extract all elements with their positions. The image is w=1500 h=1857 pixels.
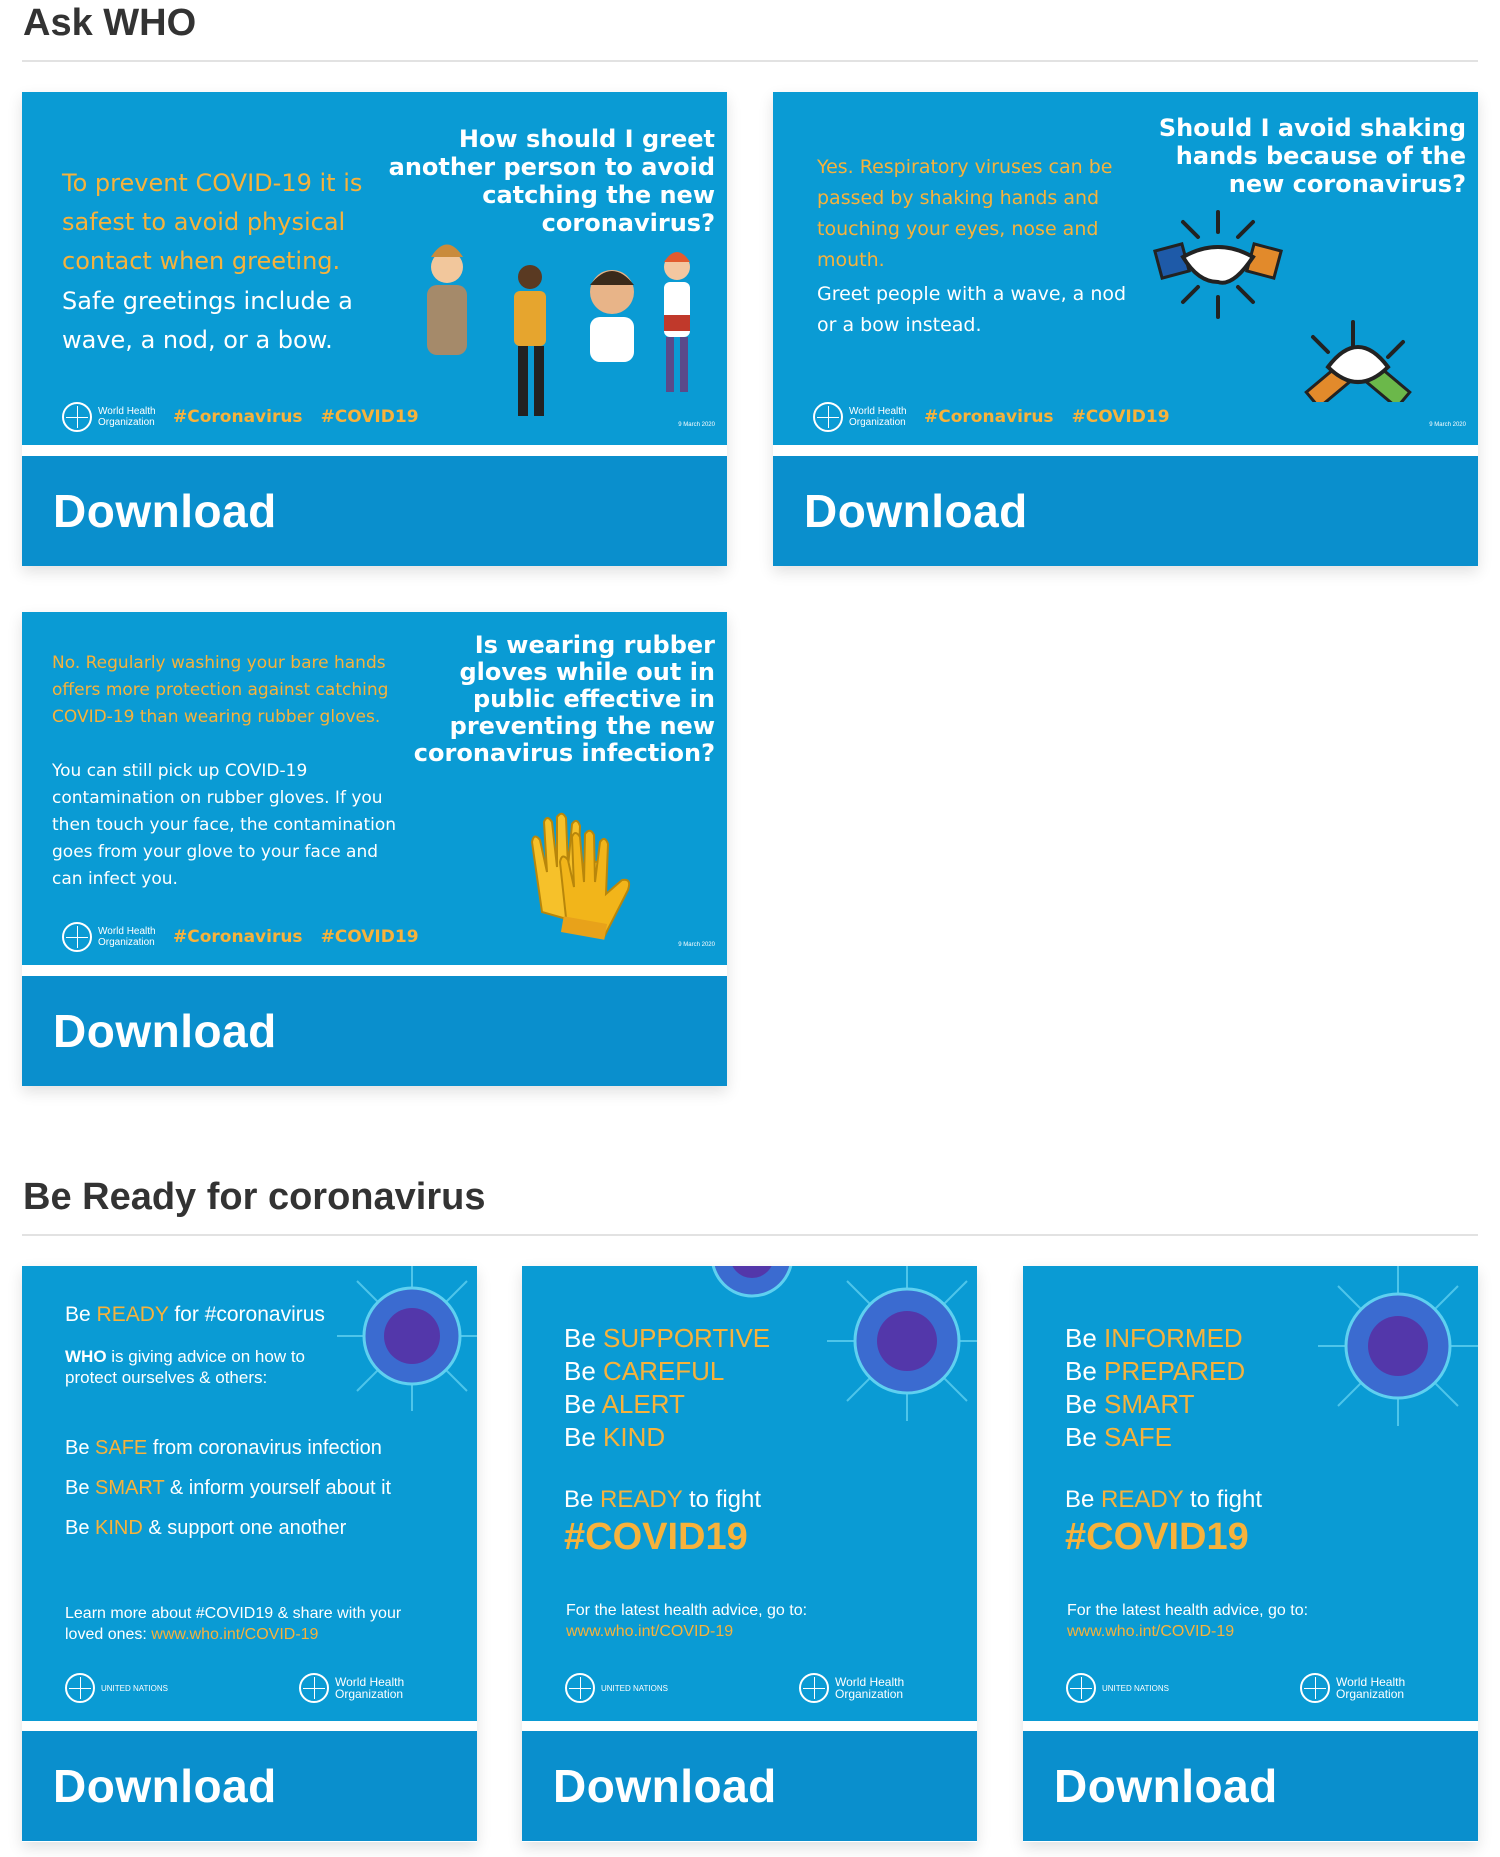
hashtag-covid19: #COVID19 [320,927,419,947]
who-url-link[interactable]: www.who.int/COVID-19 [1067,1623,1235,1640]
poster-date: 9 March 2020 [678,422,715,428]
download-button[interactable]: Download [773,456,1478,566]
be-ready-line: Be SAFE from coronavirus infection [65,1437,382,1459]
hashtag-covid19: #COVID19 [1071,407,1170,427]
globe-icon [813,402,843,432]
poster-date: 9 March 2020 [678,942,715,948]
who-logo [62,402,158,432]
who-logo [813,402,909,432]
hashtag-coronavirus: #Coronavirus [173,407,303,427]
globe-icon [1066,1673,1096,1703]
section-divider [22,1234,1478,1236]
who-logo-text: World Health Organization [1336,1675,1406,1701]
who-url-link[interactable]: www.who.int/COVID-19 [566,1623,734,1640]
coronavirus-icon [1313,1266,1478,1431]
un-logo-text: UNITED NATIONS [101,1683,168,1693]
globe-icon [565,1673,595,1703]
who-logo-text: World Health Organization [835,1675,905,1701]
hashtag-coronavirus: #Coronavirus [173,927,303,947]
ask-who-card-greeting [22,92,727,566]
be-line: Be ALERT [564,1389,685,1419]
who-logo-text: World Health Organization [335,1675,405,1701]
section-divider [22,60,1478,62]
download-button[interactable]: Download [22,456,727,566]
poster-answer-highlight: Yes. Respiratory viruses can be passed by shaking hands and touching your eyes, nose and mouth. [817,156,1113,271]
people-greeting-illustration [402,227,712,427]
poster-answer-highlight: To prevent COVID-19 it is safest to avoid physical contact when greeting. [62,169,363,275]
be-ready-learn-more: Learn more about #COVID19 & share with your loved ones: www.who.int/COVID-19 [65,1605,402,1643]
download-button[interactable]: Download [522,1731,977,1841]
poster-date: 9 March 2020 [1429,422,1466,428]
section-title-be-ready: Be Ready for coronavirus [23,1176,486,1218]
be-ready-card-2 [522,1266,977,1842]
health-advice: For the latest health advice, go to: [1067,1602,1309,1619]
rubber-gloves-icon [522,802,642,942]
be-list [564,1322,770,1454]
globe-icon [299,1673,329,1703]
be-line: Be SMART [1065,1389,1195,1419]
covid-hashtag: #COVID19 [1065,1516,1249,1558]
be-line: Be INFORMED [1065,1323,1243,1353]
be-ready-heading: Be READY for #coronavirus [65,1303,325,1326]
un-logo-text: UNITED NATIONS [1102,1683,1169,1693]
globe-icon [65,1673,95,1703]
poster-answer-detail: Greet people with a wave, a nod or a bow instead. [817,283,1127,336]
be-ready-intro: WHO is giving advice on how to protect ourselves & others: [65,1347,305,1387]
ask-who-card-gloves [22,612,727,1086]
who-logo [299,1673,415,1703]
un-logo [65,1673,168,1703]
be-line: Be SUPPORTIVE [564,1323,771,1353]
be-line: Be KIND [564,1422,666,1452]
who-logo-text: World Health Organization [98,926,156,948]
poster-question: Is wearing rubber gloves while out in public effective in preventing the new coronavirus infection? [413,631,715,767]
poster-be-ready-3[interactable] [1023,1266,1478,1721]
who-logo-text: World Health Organization [849,406,907,428]
poster-handshake[interactable] [773,92,1478,445]
poster-be-ready-2[interactable] [522,1266,977,1721]
poster-gloves[interactable] [22,612,727,965]
fight-line: Be READY to fight [1065,1486,1263,1513]
download-button[interactable]: Download [22,1731,477,1841]
poster-question: Should I avoid shaking hands because of the new coronavirus? [1158,114,1466,198]
poster-answer-detail: You can still pick up COVID-19 contamination on rubber gloves. If you then touch your face, the contamination goes from your glove to your face and can infect you. [52,761,397,889]
coronavirus-icon [692,1266,812,1316]
hashtag-covid19: #COVID19 [320,407,419,427]
covid-hashtag: #COVID19 [564,1516,748,1558]
handshake-icon [1153,202,1463,402]
be-line: Be CAREFUL [564,1356,725,1386]
be-ready-card-1 [22,1266,477,1842]
who-logo [62,922,158,952]
who-logo-text: World Health Organization [98,406,156,428]
fight-line: Be READY to fight [564,1486,762,1513]
poster-question: How should I greet another person to avoid catching the new coronavirus? [388,125,715,237]
coronavirus-icon [822,1266,977,1426]
health-advice: For the latest health advice, go to: [566,1602,808,1619]
who-logo [799,1673,915,1703]
ask-who-card-handshake [773,92,1478,566]
be-ready-line: Be SMART & inform yourself about it [65,1477,392,1499]
poster-greeting[interactable] [22,92,727,445]
un-logo-text: UNITED NATIONS [601,1683,668,1693]
un-logo [565,1673,668,1703]
be-line: Be PREPARED [1065,1356,1246,1386]
un-logo [1066,1673,1169,1703]
section-title-ask-who: Ask WHO [23,2,197,44]
globe-icon [62,402,92,432]
be-line: Be SAFE [1065,1422,1172,1452]
be-ready-card-3 [1023,1266,1478,1842]
download-button[interactable]: Download [22,976,727,1086]
be-ready-line: Be KIND & support one another [65,1517,347,1539]
who-url-link[interactable]: www.who.int/COVID-19 [151,1626,319,1643]
coronavirus-icon [332,1266,477,1416]
poster-hashtags [924,407,1188,427]
globe-icon [799,1673,829,1703]
globe-icon [1300,1673,1330,1703]
poster-be-ready-1[interactable] [22,1266,477,1721]
poster-answer-detail: Safe greetings include a wave, a nod, or a bow. [62,287,353,354]
who-logo [1300,1673,1416,1703]
globe-icon [62,922,92,952]
hashtag-coronavirus: #Coronavirus [924,407,1054,427]
be-list [1065,1322,1245,1454]
poster-hashtags [173,927,437,947]
download-button[interactable]: Download [1023,1731,1478,1841]
poster-answer-highlight: No. Regularly washing your bare hands offers more protection against catching COVID-19 than wearing rubber gloves. [52,653,389,727]
poster-hashtags [173,407,437,427]
